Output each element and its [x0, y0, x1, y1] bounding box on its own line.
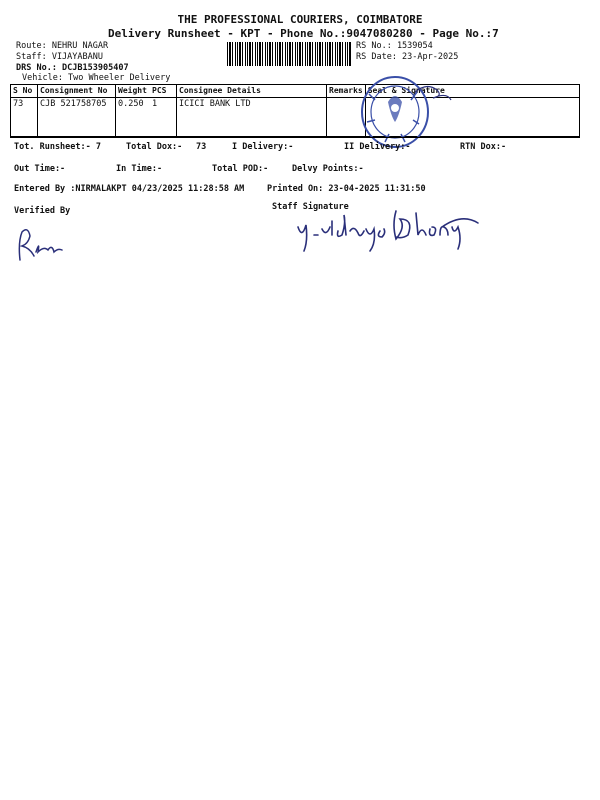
runsheet-subtitle: Delivery Runsheet - KPT - Phone No.:9047080280 - Page No.:7: [108, 27, 499, 40]
ii-delivery: II Delivery:-: [344, 142, 411, 152]
col-remarks: Remarks: [327, 85, 366, 98]
out-time: Out Time:-: [14, 164, 66, 174]
drs-number: DRS No.: DCJB153905407: [16, 63, 129, 73]
verifier-signature: [14, 222, 74, 264]
staff-handwritten-signature: [292, 205, 484, 255]
table-row: [11, 98, 580, 137]
table-bottom-line: [10, 137, 580, 138]
staff-signature-label: Staff Signature: [272, 202, 349, 212]
bank-seal-stamp: [355, 72, 435, 152]
rs-date: RS Date: 23-Apr-2025: [356, 52, 459, 62]
rs-number: RS No.: 1539054: [356, 41, 433, 51]
cell-consignment: CJB 521758705: [38, 98, 116, 137]
tot-runsheet: Tot. Runsheet:- 7: [14, 142, 101, 152]
staff-label: Staff: VIJAYABANU: [16, 52, 103, 62]
table-header-row: [11, 85, 580, 98]
i-delivery: I Delivery:-: [232, 142, 294, 152]
verified-by-label: Verified By: [14, 206, 71, 216]
printed-on: Printed On: 23-04-2025 11:31:50: [267, 184, 426, 194]
col-pcs: PCS: [150, 85, 177, 98]
route-label: Route: NEHRU NAGAR: [16, 41, 109, 51]
total-dox-value: 73: [196, 142, 207, 152]
col-consignment: Consignment No: [38, 85, 116, 98]
consignment-table: [10, 84, 580, 137]
cell-sno: 73: [11, 98, 38, 137]
entered-by: Entered By :NIRMALAKPT 04/23/2025 11:28:58 AM: [14, 184, 245, 194]
cell-consignee: ICICI BANK LTD: [177, 98, 327, 137]
cell-pcs: 1: [150, 98, 177, 137]
col-weight: Weight: [116, 85, 151, 98]
total-pod: Total POD:-: [212, 164, 269, 174]
vehicle-label: Vehicle: Two Wheeler Delivery: [22, 73, 171, 83]
company-title: THE PROFESSIONAL COURIERS, COIMBATORE: [177, 13, 423, 26]
total-dox-label: Total Dox:-: [126, 142, 183, 152]
col-sno: S No: [11, 85, 38, 98]
in-time: In Time:-: [116, 164, 163, 174]
delvy-points: Delvy Points:-: [292, 164, 364, 174]
col-consignee: Consignee Details: [177, 85, 327, 98]
cell-weight: 0.250: [116, 98, 151, 137]
rtn-dox: RTN Dox:-: [460, 142, 507, 152]
col-seal: Seal & Signature: [365, 85, 579, 98]
barcode-image: [227, 42, 351, 66]
